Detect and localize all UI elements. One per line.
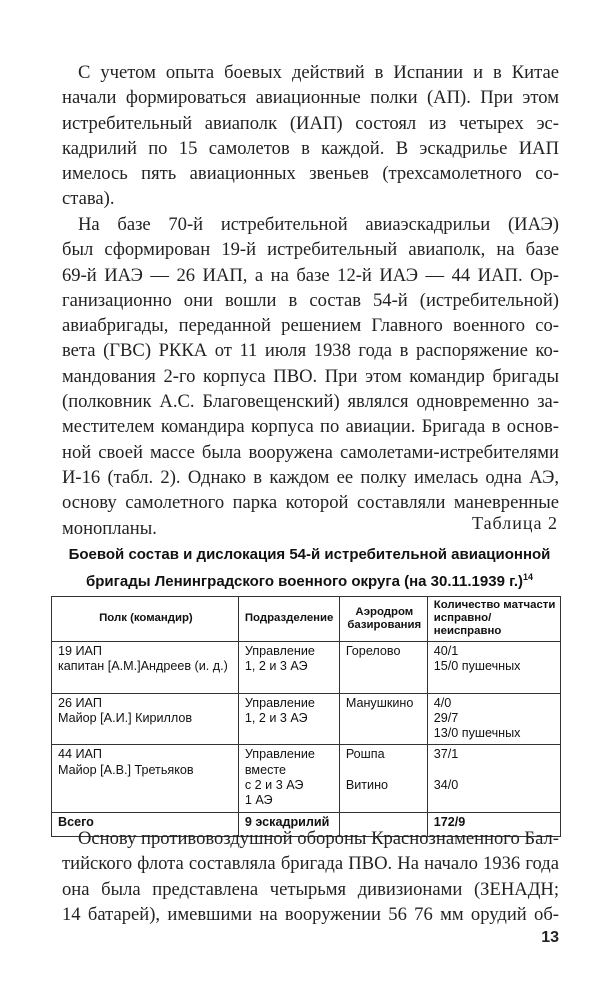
cell-line: 29/7 (433, 710, 459, 725)
header-subdivision: Подразделение (238, 597, 339, 642)
cell-line: Рошпа (345, 747, 385, 762)
text-line: 69-й ИАЭ — 26 ИАП, а на базе 12-й ИАЭ — 44 ИАП. Ор- (62, 264, 559, 286)
text-line: она была представлена четырьмя дивизионами (ЗЕНАДН; (62, 878, 559, 900)
cell-line: Управление (244, 747, 315, 762)
table-title-line: Боевой состав и дислокация 54-й истребительной авиационной (68, 546, 551, 563)
header-line: исправно/неисправно (433, 612, 502, 637)
text-line: 14 батарей), имевшими на вооружении 56 76 мм орудий об- (62, 903, 559, 925)
intro-paragraph (62, 60, 559, 212)
text-line: На базе 70-й истребительной авиаэскадрильи (ИАЭ) (78, 214, 559, 235)
cell-line: 1 АЭ (244, 793, 273, 808)
text-line: кадрилий по 15 самолетов в каждой. В эскадрилье ИАП (62, 137, 559, 159)
text-line: начали формироваться авиационные полки (АП). При этом (62, 87, 559, 109)
text-line: Основу противовоздушной обороны Краснознаменного Бал- (78, 828, 559, 849)
table-title-text: бригады Ленинградского военного округа (на 30.11.1939 г.) (85, 573, 523, 590)
cell-airfield (339, 693, 427, 745)
table-header-row (52, 597, 561, 642)
cell-regiment (52, 745, 239, 812)
cell-line: Управление (244, 644, 315, 658)
cell-airfield (339, 642, 427, 694)
text-line: истребительный авиаполк (ИАП) состоял из четырех эс- (62, 112, 559, 134)
cell-line: 40/1 (433, 644, 459, 658)
text-line: става). (62, 188, 115, 210)
cell-line: 19 ИАП (58, 644, 102, 658)
cell-line: Майор [А.И.] Кириллов (58, 710, 193, 725)
cell-line: капитан [А.М.]Андреев (и. д.) (58, 659, 228, 674)
cell-regiment (52, 693, 239, 745)
header-line: Количество матчасти (433, 599, 556, 611)
text-line: вета (ГВС) РККА от 11 июля 1938 года в распоряжение ко- (62, 340, 559, 362)
cell-line: 26 ИАП (58, 695, 102, 710)
cell-equipment (427, 693, 560, 745)
cell-equipment (427, 642, 560, 694)
page-number: 13 (541, 929, 559, 946)
table-row (52, 693, 561, 745)
table-title-line (52, 566, 567, 593)
header-line: Аэродром (355, 605, 414, 618)
cell-line: вместе (244, 762, 286, 777)
cell-line: 1, 2 и 3 АЭ (244, 710, 308, 725)
cell-line: 13/0 пушечных (433, 726, 521, 741)
cell-line: 1, 2 и 3 АЭ (244, 659, 308, 674)
cell-line: 4/0 (433, 695, 452, 710)
cell-line: Управление (244, 695, 315, 710)
header-equipment (427, 597, 560, 642)
cell-line: 37/1 (433, 747, 459, 762)
table-label: Таблица 2 (472, 513, 558, 533)
footnote-mark: 14 (523, 572, 534, 582)
text-line: ганизационно они вошли в состав 54-й (истребительной) (62, 289, 559, 311)
cell-line: 34/0 (433, 778, 459, 793)
text-line: местителем командира корпуса по авиации. Бригада в основ- (62, 416, 559, 438)
text-line: имелось пять авиационных звеньев (трехсамолетного со- (62, 163, 559, 185)
total-equipment: 172/9 (427, 812, 560, 836)
cell-line: Майор [А.В.] Третьяков (58, 762, 194, 777)
final-paragraph (62, 826, 559, 927)
header-airfield (339, 597, 427, 642)
table-row (52, 745, 561, 812)
cell-line: 44 ИАП (58, 747, 102, 762)
cell-line: Горелово (345, 644, 401, 658)
text-line: (полковник А.С. Благовещенский) являлся одновременно за- (62, 391, 559, 413)
text-line: авиабригады, переданной решением Главного военного со- (62, 315, 559, 337)
cell-airfield (339, 745, 427, 812)
text-line: тийского флота составляла бригада ПВО. На начало 1936 года (62, 853, 559, 875)
second-paragraph (62, 212, 559, 541)
cell-subdivision (238, 693, 339, 745)
cell-equipment (427, 745, 560, 812)
text-line: С учетом опыта боевых действий в Испании и в Китае (78, 62, 559, 83)
cell-line (434, 763, 556, 778)
cell-line: 15/0 пушечных (433, 659, 521, 674)
text-line: монопланы. (62, 517, 157, 539)
cell-line: с 2 и 3 АЭ (244, 778, 304, 793)
text-line: ной своей массе была вооружена самолетами-истребителями (62, 441, 559, 463)
cell-line: Манушкино (345, 695, 414, 710)
cell-line (346, 763, 423, 778)
total-label: Всего (52, 812, 239, 836)
text-line: мандования 2-го корпуса ПВО. При этом командир бригады (62, 365, 559, 387)
text-line: основу самолетного парка которой составляли маневренные (62, 492, 559, 514)
table-row (52, 642, 561, 694)
cell-subdivision (238, 745, 339, 812)
row-spacer (58, 675, 234, 690)
header-line: базирования (347, 618, 422, 631)
deployment-table (51, 596, 561, 837)
header-regiment: Полк (командир) (52, 597, 239, 642)
cell-line: Витино (345, 778, 389, 793)
cell-regiment (52, 642, 239, 694)
text-line: И-16 (табл. 2). Однако в каждом ее полку имелась одна АЭ, (62, 466, 559, 488)
cell-subdivision (238, 642, 339, 694)
table-title (52, 544, 567, 593)
total-subdivision: 9 эскадрилий (238, 812, 339, 836)
text-line: был сформирован 19-й истребительный авиаполк, на базе (62, 239, 559, 261)
